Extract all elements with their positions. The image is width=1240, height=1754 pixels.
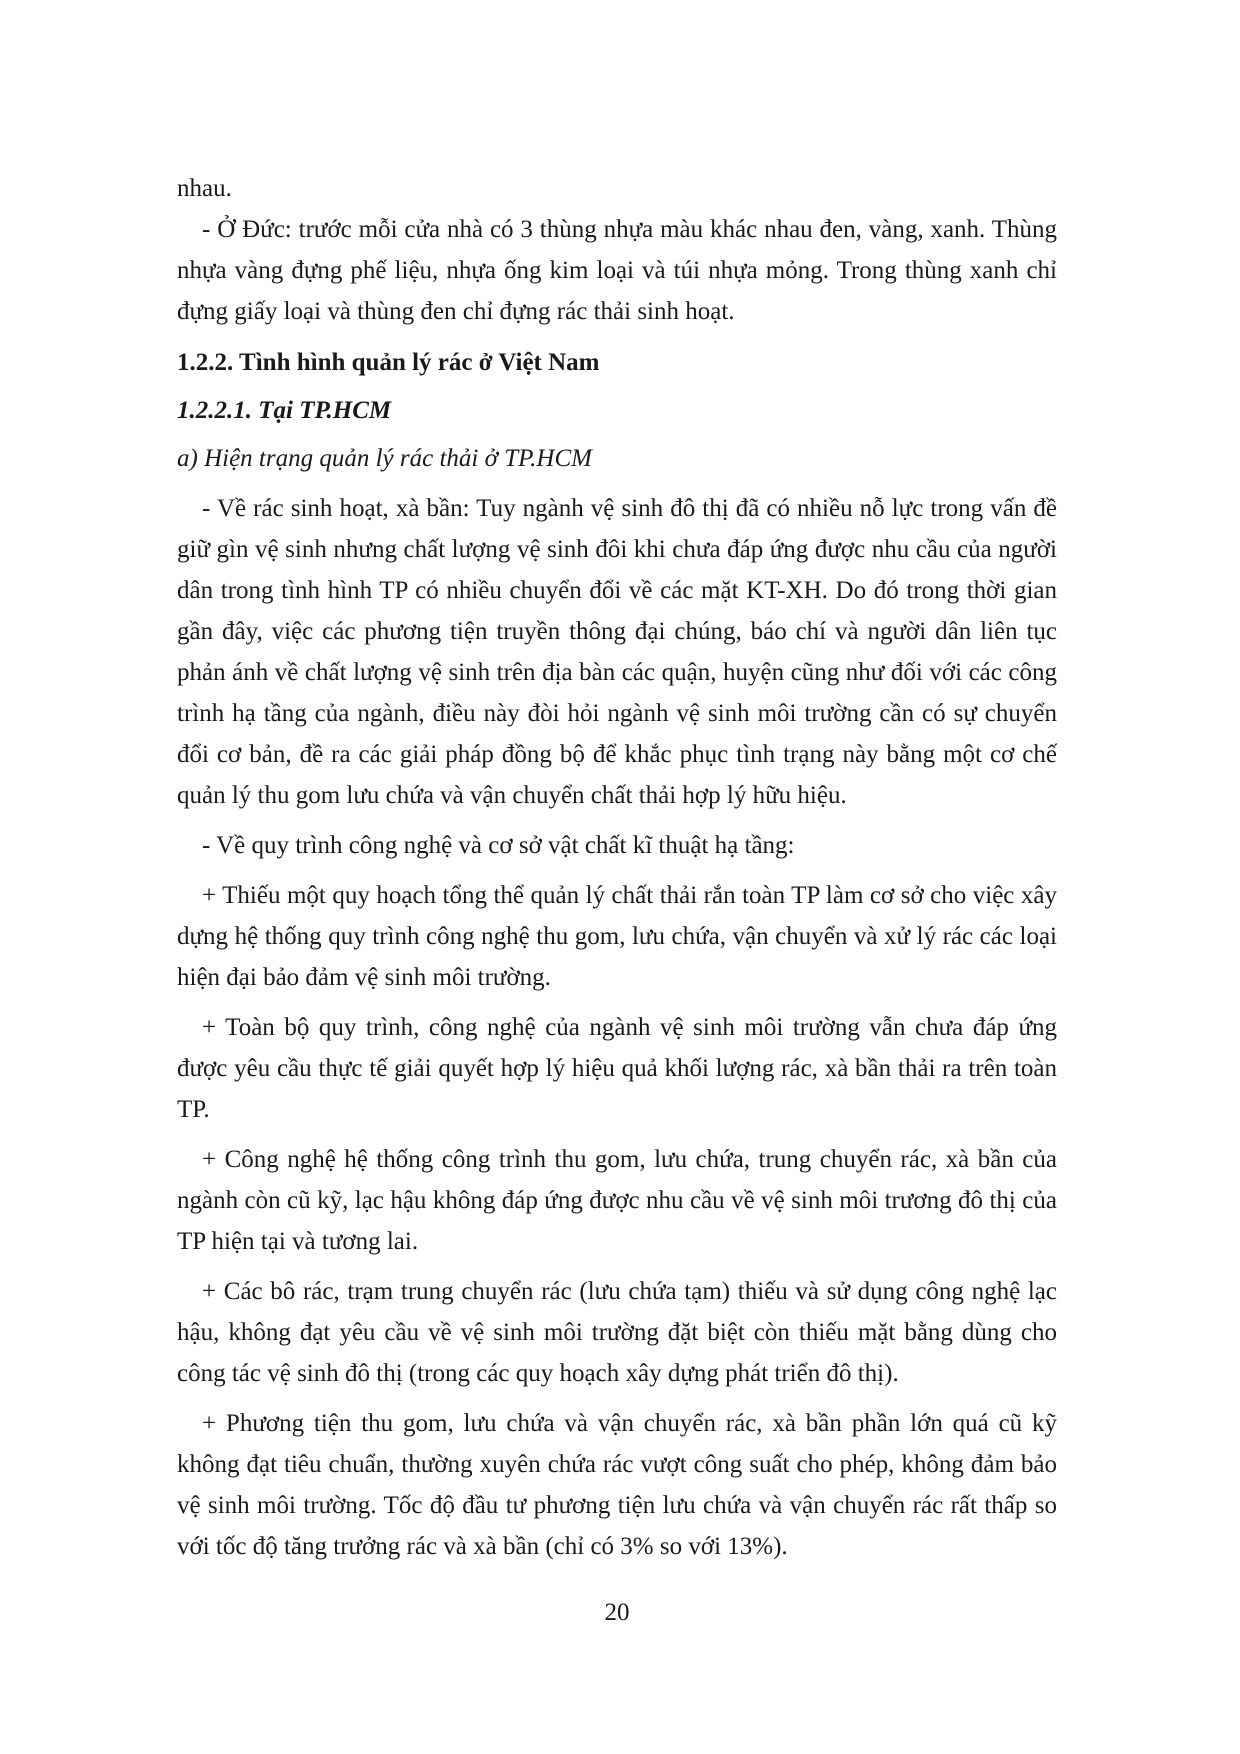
page-number: 20: [604, 1599, 630, 1626]
subheading-a: a) Hiện trạng quản lý rác thải ở TP.HCM: [177, 445, 592, 472]
section-heading: 1.2.2. Tình hình quản lý rác ở Việt Nam: [177, 349, 600, 376]
paragraph-technology-intro: - Về quy trình công nghệ và cơ sở vật chất kĩ thuật hạ tầng:: [202, 832, 795, 859]
subsection-heading: 1.2.2.1. Tại TP.HCM: [177, 397, 392, 424]
paragraph-planning: + Thiếu một quy hoạch tổng thể quản lý chất thải rắn toàn TP làm cơ sở cho việc xây dựng hệ thống quy trình công nghệ thu gom, lưu chứa, vận chuyển và xử lý rác các loại hiện đại bảo đảm vệ sinh môi trường.: [177, 882, 1057, 991]
continuation-text: nhau.: [177, 175, 232, 202]
paragraph-vehicles: + Phương tiện thu gom, lưu chứa và vận chuyển rác, xà bần phần lớn quá cũ kỹ không đạt tiêu chuẩn, thường xuyên chứa rác vượt công suất cho phép, không đảm bảo vệ sinh môi trường. Tốc độ đầu tư phương tiện lưu chứa và vận chuyển rác rất thấp so với tốc độ tăng trưởng rác và xà bần (chỉ có 3% so với 13%).: [177, 1410, 1057, 1560]
paragraph-collection-system: + Công nghệ hệ thống công trình thu gom, lưu chứa, trung chuyển rác, xà bần của ngành còn cũ kỹ, lạc hậu không đáp ứng được nhu cầu về vệ sinh môi trương đô thị của TP hiện tại và tương lai.: [177, 1146, 1057, 1255]
page-content: [177, 168, 1057, 1567]
paragraph-transfer-stations: + Các bô rác, trạm trung chuyển rác (lưu chứa tạm) thiếu và sử dụng công nghệ lạc hậu, không đạt yêu cầu về vệ sinh môi trường đặt biệt còn thiếu mặt bằng dùng cho công tác vệ sinh đô thị (trong các quy hoạch xây dựng phát triển đô thị).: [177, 1278, 1057, 1387]
germany-paragraph: - Ở Đức: trước mỗi cửa nhà có 3 thùng nhựa màu khác nhau đen, vàng, xanh. Thùng nhựa vàng đựng phế liệu, nhựa ống kim loại và túi nhựa mỏng. Trong thùng xanh chỉ đựng giấy loại và thùng đen chỉ đựng rác thải sinh hoạt.: [177, 216, 1057, 325]
document-page: [177, 0, 1057, 1754]
paragraph-household-waste: - Về rác sinh hoạt, xà bần: Tuy ngành vệ sinh đô thị đã có nhiều nỗ lực trong vấn đề giữ gìn vệ sinh nhưng chất lượng vệ sinh đôi khi chưa đáp ứng được nhu cầu của người dân trong tình hình TP có nhiều chuyển đổi về các mặt KT-XH. Do đó trong thời gian gần đây, việc các phương tiện truyền thông đại chúng, báo chí và người dân liên tục phản ánh về chất lượng vệ sinh trên địa bàn các quận, huyện cũng như đối với các công trình hạ tầng của ngành, điều này đòi hỏi ngành vệ sinh môi trường cần có sự chuyển đổi cơ bản, đề ra các giải pháp đồng bộ để khắc phục tình trạng này bằng một cơ chế quản lý thu gom lưu chứa và vận chuyển chất thải hợp lý hữu hiệu.: [177, 495, 1057, 809]
paragraph-process: + Toàn bộ quy trình, công nghệ của ngành vệ sinh môi trường vẫn chưa đáp ứng được yêu cầu thực tế giải quyết hợp lý hiệu quả khối lượng rác, xà bần thải ra trên toàn TP.: [177, 1014, 1057, 1123]
